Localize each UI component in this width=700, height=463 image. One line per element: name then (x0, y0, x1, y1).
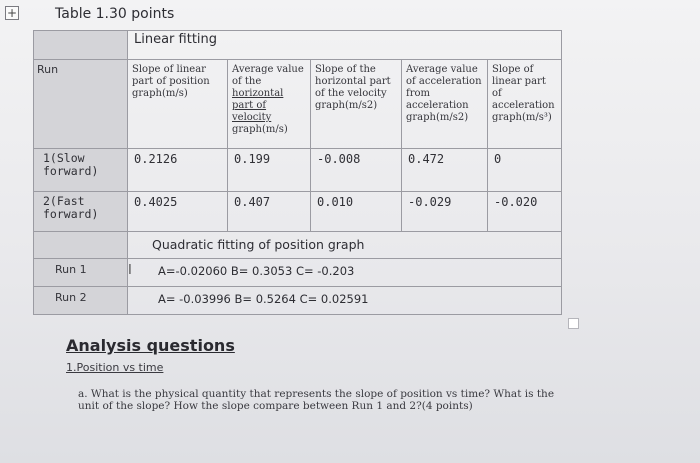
header-corner (33, 30, 128, 60)
analysis-heading: Analysis questions (66, 336, 235, 355)
header-avg-velocity (228, 60, 311, 149)
header-line: horizontal (232, 88, 284, 99)
header-line: graph(m/s) (132, 88, 188, 99)
header-slope-acceleration (488, 60, 562, 149)
run-label-line: 1(Slow (43, 151, 85, 165)
header-line: Average value (232, 64, 304, 75)
header-line: graph(m/s2) (315, 100, 378, 111)
linear-fitting-label: Linear fitting (134, 32, 218, 47)
header-line: part of velocity (232, 100, 272, 123)
cell-value: 0.407 (234, 195, 271, 209)
move-cross-icon[interactable]: + (6, 6, 18, 20)
header-line: acceleration (406, 100, 469, 111)
table-title: Table 1.30 points (55, 6, 175, 22)
cell-value: 0.199 (234, 152, 271, 166)
header-line: horizontal part (315, 76, 391, 87)
cell-value: 0.010 (317, 195, 354, 209)
run-column-header (33, 60, 128, 149)
linear-fitting-header (128, 30, 562, 60)
run-label-line: forward) (43, 207, 99, 221)
header-slope-position (128, 60, 228, 149)
cell-value: 0 (494, 152, 502, 166)
header-line: of the velocity (315, 88, 387, 99)
cell-value: -0.020 (494, 195, 538, 209)
table-cell[interactable] (228, 149, 311, 192)
header-line: graph(m/s) (232, 124, 288, 135)
run-2-label-cell (33, 192, 128, 232)
header-line: linear part of (492, 76, 546, 99)
results-table (33, 30, 562, 315)
table-cell[interactable] (402, 192, 488, 232)
header-line: of acceleration (406, 76, 482, 87)
table-cell[interactable] (228, 192, 311, 232)
cell-value: -0.008 (317, 152, 361, 166)
cell-value: 0.472 (408, 152, 445, 166)
header-slope-velocity (311, 60, 402, 149)
quad-coefficients: A= -0.03996 B= 0.5264 C= 0.02591 (158, 292, 369, 306)
quad-run-2-label-cell (33, 287, 128, 315)
table-cell[interactable] (402, 149, 488, 192)
run-label-line: 2(Fast (43, 194, 85, 208)
cell-value: 0.4025 (134, 195, 178, 209)
cell-value: -0.029 (408, 195, 452, 209)
header-line: graph(m/s2) (406, 112, 469, 123)
quadratic-corner (33, 232, 128, 259)
quad-coefficients: A=-0.02060 B= 0.3053 C= -0.203 (158, 264, 355, 278)
header-line: Slope of (492, 64, 534, 75)
header-line: Average value (406, 64, 478, 75)
text-cursor-icon: I (128, 263, 132, 278)
header-line: acceleration (492, 100, 555, 111)
quad-run-label: Run 1 (55, 263, 87, 276)
table-cell[interactable] (311, 149, 402, 192)
table-cell[interactable] (128, 287, 562, 315)
cell-value: 0.2126 (134, 152, 178, 166)
quad-run-label: Run 2 (55, 291, 87, 304)
run-1-label-cell (33, 149, 128, 192)
header-avg-acceleration (402, 60, 488, 149)
table-cell[interactable] (488, 149, 562, 192)
table-cell[interactable] (488, 192, 562, 232)
question-a: a. What is the physical quantity that represents the slope of position vs time? What is the unit of the slope? How the slope compare between Run 1 and 2?(4 points) (78, 388, 555, 412)
table-cell[interactable] (128, 192, 228, 232)
table-cell[interactable] (128, 149, 228, 192)
header-line: Slope of linear (132, 64, 206, 75)
quad-run-1-label-cell (33, 259, 128, 287)
analysis-subheading: 1.Position vs time (66, 361, 164, 374)
table-cell[interactable] (128, 259, 562, 287)
header-line: part of position (132, 76, 210, 87)
header-line: from (406, 88, 430, 99)
quadratic-fitting-label: Quadratic fitting of position graph (152, 237, 365, 252)
table-resize-handle[interactable] (568, 318, 579, 329)
table-cell[interactable] (311, 192, 402, 232)
header-line: of the (232, 76, 262, 87)
run-label-line: forward) (43, 164, 99, 178)
run-header-label: Run (37, 63, 59, 76)
header-line: Slope of the (315, 64, 376, 75)
header-line: graph(m/s³) (492, 112, 552, 123)
quadratic-fitting-header (128, 232, 562, 259)
